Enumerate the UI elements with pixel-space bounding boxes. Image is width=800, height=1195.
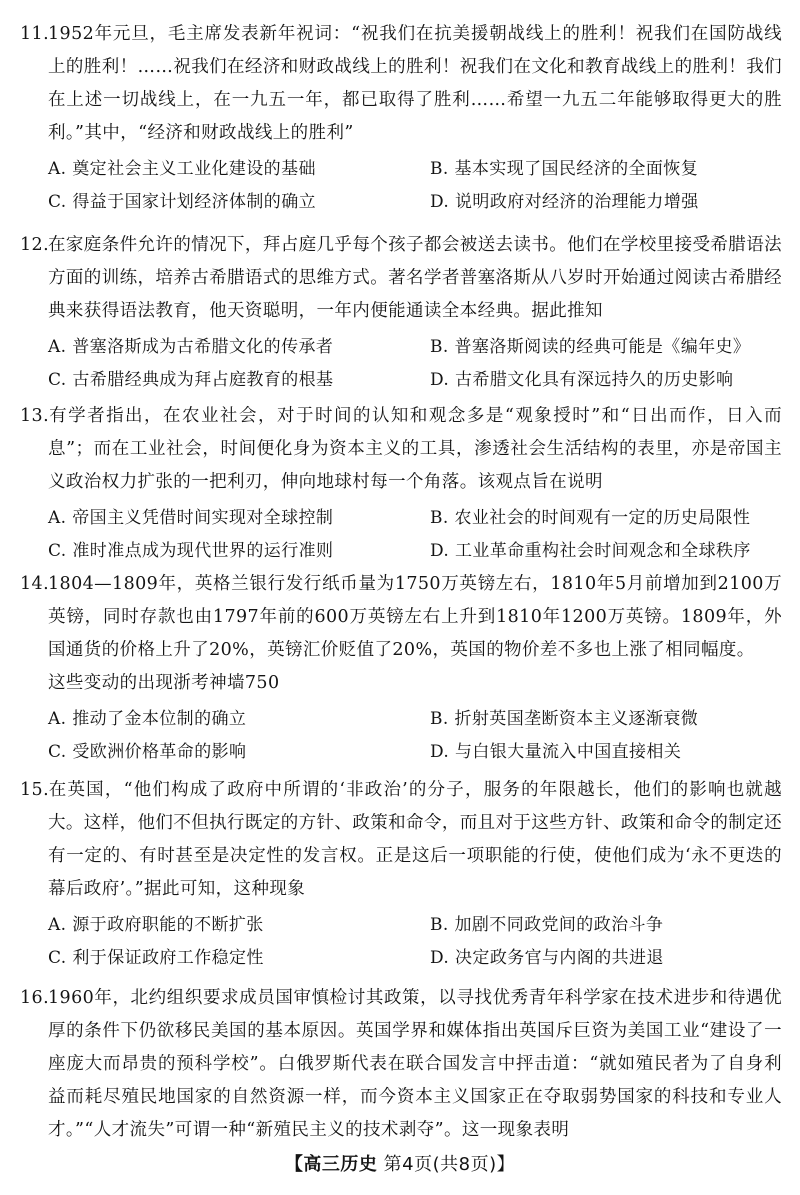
options	[48, 700, 782, 766]
question-number: 11.	[20, 24, 50, 44]
options	[48, 906, 782, 972]
options	[48, 150, 782, 216]
footer-subject: 【高三历史	[284, 1154, 378, 1175]
option-d[interactable]: D. 与白银大量流入中国直接相关	[430, 742, 682, 762]
question-text: 1804—1809年，英格兰银行发行纸币量为1750万英镑左右，1810年5月前增加到2100万英镑，同时存款也由1797年前的600万英镑左右上升到1810年1200万英镑。1809年，外国通货的价格上升了20%，英镑汇价贬值了20%，英国的物价差不多也上涨了相同幅度。	[48, 574, 782, 660]
option-c[interactable]: C. 得益于国家计划经济体制的确立	[48, 192, 317, 212]
question-text: 在英国，“他们构成了政府中所谓的‘非政治’的分子，服务的年限越长，他们的影响也就越大。这样，他们不但执行既定的方针、政策和命令，而且对于这些方针、政策和命令的制定还有一定的、有时甚至是决定性的发言权。正是这后一项职能的行使，使他们成为‘永不更迭的幕后政府’。”据此可知，这种现象	[48, 780, 782, 899]
question-11	[20, 18, 782, 216]
option-c[interactable]: C. 受欧洲价格革命的影响	[48, 742, 247, 762]
question-number: 14.	[20, 574, 50, 594]
footer-page-number: 第4页(共8页)】	[383, 1154, 516, 1175]
question-text: 1960年，北约组织要求成员国审慎检讨其政策，以寻找优秀青年科学家在技术进步和待遇优厚的条件下仍欲移民美国的基本原因。英国学界和媒体指出英国斥巨资为美国工业“建设了一座庞大而昂贵的预科学校”。白俄罗斯代表在联合国发言中抨击道：“就如殖民者为了自身利益而耗尽殖民地国家的自然资源一样，而今资本主义国家正在夺取弱势国家的科技和专业人才。”“人才流失”可谓一种“新殖民主义的技术剥夺”。这一现象表明	[48, 988, 782, 1140]
options	[48, 328, 782, 394]
question-stem	[20, 774, 782, 906]
option-b[interactable]: B. 普塞洛斯阅读的经典可能是《编年史》	[430, 337, 751, 357]
option-d[interactable]: D. 古希腊文化具有深远持久的历史影响	[430, 370, 734, 390]
question-14	[20, 568, 782, 766]
question-12	[20, 229, 782, 394]
option-b[interactable]: B. 基本实现了国民经济的全面恢复	[430, 159, 699, 179]
option-b[interactable]: B. 折射英国垄断资本主义逐渐衰微	[430, 709, 699, 729]
option-d[interactable]: D. 说明政府对经济的治理能力增强	[430, 192, 699, 212]
page-footer	[0, 1150, 800, 1176]
question-stem	[20, 18, 782, 150]
question-number: 13.	[20, 406, 50, 426]
question-text: 有学者指出，在农业社会，对于时间的认知和观念多是“观象授时”和“日出而作，日入而息”；而在工业社会，时间便化身为资本主义的工具，渗透社会生活结构的表里，亦是帝国主义政治权力扩张的一把利刃，伸向地球村每一个角落。该观点旨在说明	[48, 406, 782, 492]
question-13	[20, 400, 782, 565]
option-a[interactable]: A. 帝国主义凭借时间实现对全球控制	[48, 508, 334, 528]
question-stem	[20, 982, 782, 1147]
option-c[interactable]: C. 准时准点成为现代世界的运行准则	[48, 541, 334, 561]
option-b[interactable]: B. 加剧不同政党间的政治斗争	[430, 915, 664, 935]
question-16	[20, 982, 782, 1147]
option-b[interactable]: B. 农业社会的时间观有一定的历史局限性	[430, 508, 751, 528]
question-text: 1952年元旦，毛主席发表新年祝词：“祝我们在抗美援朝战线上的胜利！祝我们在国防战线上的胜利！……祝我们在经济和财政战线上的胜利！祝我们在文化和教育战线上的胜利！我们在上述一切战线上，在一九五一年，都已取得了胜利……希望一九五二年能够取得更大的胜利。”其中，“经济和财政战线上的胜利”	[48, 24, 782, 143]
option-c[interactable]: C. 古希腊经典成为拜占庭教育的根基	[48, 370, 334, 390]
option-a[interactable]: A. 奠定社会主义工业化建设的基础	[48, 159, 316, 179]
question-15	[20, 774, 782, 972]
option-a[interactable]: A. 普塞洛斯成为古希腊文化的传承者	[48, 337, 334, 357]
question-number: 15.	[20, 780, 50, 800]
question-prompt: 这些变动的出现浙考神墙750	[48, 673, 280, 693]
question-text: 在家庭条件允许的情况下，拜占庭几乎每个孩子都会被送去读书。他们在学校里接受希腊语法方面的训练，培养古希腊语式的思维方式。著名学者普塞洛斯从八岁时开始通过阅读古希腊经典来获得语法教育，他天资聪明，一年内便能通读全本经典。据此推知	[48, 235, 782, 321]
question-number: 12.	[20, 235, 50, 255]
option-a[interactable]: A. 推动了金本位制的确立	[48, 709, 247, 729]
question-stem	[20, 229, 782, 328]
options	[48, 499, 782, 565]
question-number: 16.	[20, 988, 50, 1008]
option-a[interactable]: A. 源于政府职能的不断扩张	[48, 915, 264, 935]
question-stem	[20, 400, 782, 499]
question-stem	[20, 568, 782, 667]
option-d[interactable]: D. 决定政务官与内阁的共进退	[430, 948, 664, 968]
option-d[interactable]: D. 工业革命重构社会时间观念和全球秩序	[430, 541, 751, 561]
option-c[interactable]: C. 利于保证政府工作稳定性	[48, 948, 264, 968]
